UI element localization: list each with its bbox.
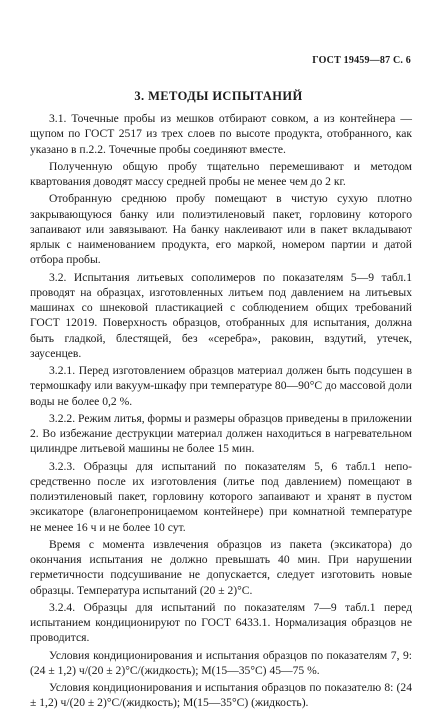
page-header: ГОСТ 19459—87 С. 6 xyxy=(312,55,411,66)
paragraph: 3.1. Точечные пробы из мешков отбирают совком, а из контейнера — щупом по ГОСТ 2517 из трех слоев по высоте продукта, отобранного, как указано в п.2.2. Точечные пробы соединяют вместе. xyxy=(30,112,412,156)
paragraph: 3.2.2. Режим литья, формы и размеры образцов приведены в приложении 2. Во избежание деструкции материал должен находиться в нагревательном цилиндре литьевой машины не более 15 мин. xyxy=(30,411,412,456)
paragraph: Время с момента извлечения образцов из пакета (эксикатора) до окончания испытания не должно превышать 40 мин. При нарушении герметичности подсушивание не допускается, следует изготовить новые образцы. Температура испытаний (20 ± 2)°С. xyxy=(30,537,412,597)
paragraph: Условия кондиционирования и испытания образцов по показателю 8: (24 ± 1,2) ч/(20 ± 2)°С/(жидкость); М(15—35°С) (жидкость). xyxy=(30,681,412,710)
section-title: 3. МЕТОДЫ ИСПЫТАНИЙ xyxy=(134,89,303,103)
section-body xyxy=(30,111,412,713)
paragraph: Условия кондиционирования и испытания образцов по показателям 7, 9: (24 ± 1,2) ч/(20 ± 2)°С/(жидкость); М(15—35°С) 45—75 %. xyxy=(30,648,412,677)
paragraph: Отобранную среднюю пробу помещают в чистую сухую плотно закрывающуюся банку или полиэтиленовый пакет, горловину которого запаивают или завязывают. На банку наклеивают или в пакет вкладывают ярлык с наименованием продукта, его маркой, номером партии и датой отбора пробы. xyxy=(30,192,412,267)
paragraph: 3.2.4. Образцы для испытаний по показателям 7—9 табл.1 перед испытанием кондиционируют по ГОСТ 6433.1. Нормализация образцов не проводится. xyxy=(30,600,412,645)
paragraph: 3.2.3. Образцы для испытаний по показателям 5, 6 табл.1 непосредственно после их изготовления (литье под давлением) помещают в полиэтиленовый пакет, горловину которого запаивают и хранят в пустом эксикаторе (влагонепроницаемом контейнере) при комнатной температуре не менее 16 ч и не более 10 сут. xyxy=(30,459,412,534)
paragraph: Полученную общую пробу тщательно перемешивают и методом квартования доводят массу средней пробы не менее чем до 2 кг. xyxy=(30,159,412,188)
paragraph: 3.2.1. Перед изготовлением образцов материал должен быть подсушен в термошкафу или вакуум-шкафу при температуре 80—90°С до массовой доли воды не более 0,2 %. xyxy=(30,364,412,408)
paragraph: 3.2. Испытания литьевых сополимеров по показателям 5—9 табл.1 проводят на образцах, изготовленных литьем под давлением на литьевых машинах со шнековой пластикацией с соблюдением общих требований ГОСТ 12019. Поверхность образцов, отобранных для испытания, должна быть гладкой, блестящей, без «серебра», раковин, вздутий, утечек, заусенцев. xyxy=(30,270,412,360)
